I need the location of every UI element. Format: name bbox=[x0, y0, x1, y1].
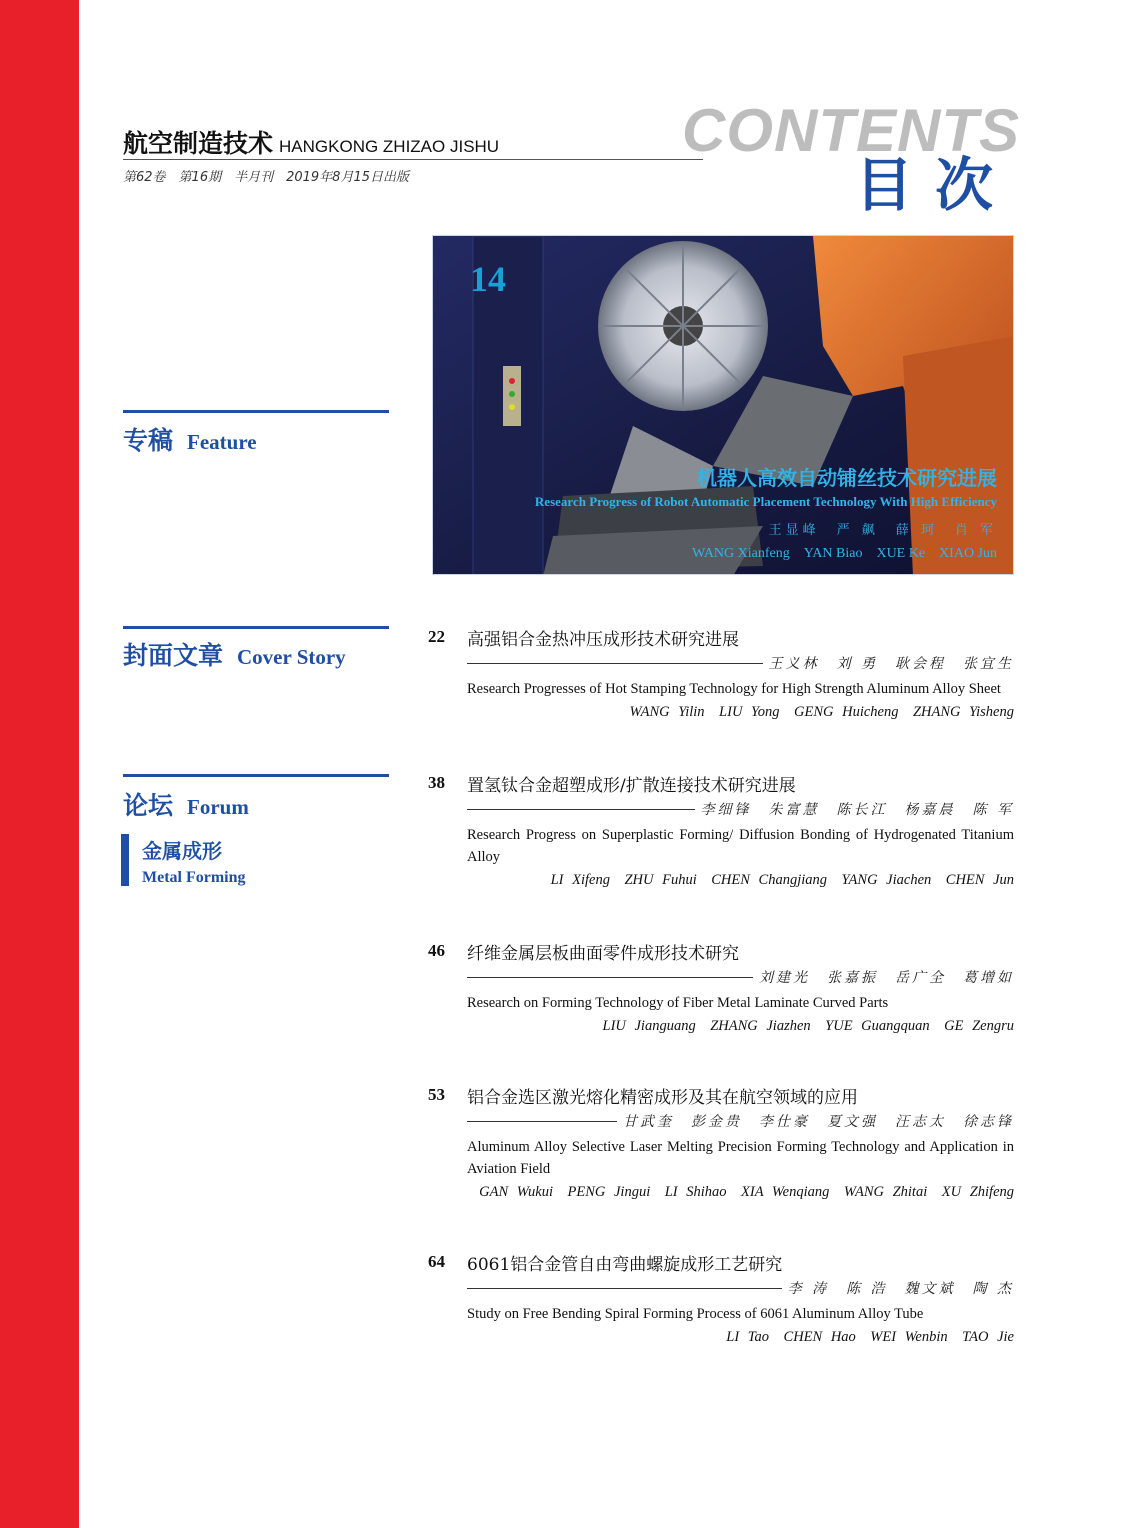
issue-info: 第62卷 第16期 半月刊 2019年8月15日出版 bbox=[123, 170, 409, 185]
journal-title-cn: 航空制造技术 bbox=[123, 129, 274, 158]
cover-article-title-en: Research Progress of Robot Automatic Placement Technology With High Efficiency bbox=[534, 494, 997, 509]
subsection-metal-forming-en: Metal Forming bbox=[142, 869, 246, 886]
journal-title-pinyin: HANGKONG ZHIZAO JISHU bbox=[279, 137, 500, 156]
section-forum-cn: 论坛 bbox=[123, 791, 174, 820]
toc-entry-authors-en: LI Tao CHEN Hao WEI Wenbin TAO Jie bbox=[726, 1329, 1014, 1345]
toc-entry-authors-en: WANG Yilin LIU Yong GENG Huicheng ZHANG Yisheng bbox=[629, 704, 1014, 720]
toc-entry-authors-en: LI Xifeng ZHU Fuhui CHEN Changjiang YANG Jiachen CHEN Jun bbox=[550, 872, 1014, 888]
section-rule-feature bbox=[123, 410, 389, 413]
toc-entry-title-cn[interactable]: 6061铝合金管自由弯曲螺旋成形工艺研究 bbox=[467, 1255, 783, 1275]
cover-article-page-number: 14 bbox=[470, 259, 506, 299]
toc-entry-page: 46 bbox=[428, 941, 445, 960]
toc-entry-page: 38 bbox=[428, 773, 445, 792]
toc-entry-authors-row bbox=[467, 967, 1014, 987]
section-cover-story-cn: 封面文章 bbox=[123, 641, 224, 670]
subsection-metal-forming-cn: 金属成形 bbox=[142, 839, 222, 863]
toc-entry-title-en: Study on Free Bending Spiral Forming Process of 6061 Aluminum Alloy Tube bbox=[467, 1306, 924, 1322]
section-feature-en: Feature bbox=[187, 430, 257, 454]
toc-entry-title-en: Research on Forming Technology of Fiber Metal Laminate Curved Parts bbox=[467, 995, 889, 1011]
author-leader-line bbox=[467, 663, 763, 664]
toc-entry-title-en: Research Progresses of Hot Stamping Technology for High Strength Aluminum Alloy Sheet bbox=[467, 681, 1001, 697]
toc-entry-authors-row bbox=[467, 799, 1014, 819]
toc-entry-title-cn[interactable]: 纤维金属层板曲面零件成形技术研究 bbox=[467, 944, 739, 964]
toc-entry-page: 64 bbox=[428, 1252, 445, 1271]
toc-entry-authors-cn: 李细锋 朱富慧 陈长江 杨嘉晨 陈 军 bbox=[700, 802, 1014, 818]
contents-heading-cn: 目次 bbox=[855, 151, 1016, 219]
cover-article-authors-en: WANG Xianfeng YAN Biao XUE Ke XIAO Jun bbox=[692, 546, 997, 561]
toc-entry-authors-row bbox=[467, 1111, 1014, 1131]
section-rule-cover-story bbox=[123, 626, 389, 629]
red-sidebar-bar bbox=[0, 0, 79, 1528]
author-leader-line bbox=[467, 809, 695, 810]
toc-entry-authors-cn: 刘建光 张嘉振 岳广全 葛增如 bbox=[759, 970, 1014, 986]
toc-entry-title-cn[interactable]: 铝合金选区激光熔化精密成形及其在航空领域的应用 bbox=[467, 1088, 858, 1108]
section-rule-forum bbox=[123, 774, 389, 777]
journal-title bbox=[123, 124, 499, 160]
toc-entry-authors-cn: 甘武奎 彭金贵 李仕豪 夏文强 汪志太 徐志锋 bbox=[623, 1114, 1014, 1130]
contents-heading-en: CONTENTS bbox=[682, 97, 1020, 164]
toc-entry-title-en: Aluminum Alloy Selective Laser Melting Precision Forming Technology and Application in Aviation Field bbox=[467, 1139, 1014, 1177]
toc-entry-title-en: Research Progress on Superplastic Forming/ Diffusion Bonding of Hydrogenated Titanium Alloy bbox=[467, 827, 1014, 865]
section-forum-en: Forum bbox=[187, 795, 249, 819]
toc-entry-page: 22 bbox=[428, 627, 445, 646]
cover-article-authors-cn: 王显峰 严 飙 薛 珂 肖 军 bbox=[768, 523, 997, 538]
cover-article-image[interactable] bbox=[432, 235, 1014, 575]
section-cover-story bbox=[123, 636, 346, 672]
cover-article-title-cn: 机器人高效自动铺丝技术研究进展 bbox=[697, 466, 997, 490]
toc-entry-title-cn[interactable]: 高强铝合金热冲压成形技术研究进展 bbox=[467, 630, 739, 650]
toc-entry-title-cn[interactable]: 置氢钛合金超塑成形/扩散连接技术研究进展 bbox=[467, 776, 796, 796]
section-cover-story-en: Cover Story bbox=[237, 645, 346, 669]
section-feature bbox=[123, 421, 257, 457]
toc-entry-authors-row bbox=[467, 1278, 1014, 1298]
toc-entry-authors-en: GAN Wukui PENG Jingui LI Shihao XIA Wenqiang WANG Zhitai XU Zhifeng bbox=[479, 1184, 1014, 1200]
author-leader-line bbox=[467, 977, 753, 978]
section-feature-cn: 专稿 bbox=[123, 426, 174, 455]
toc-entry-page: 53 bbox=[428, 1085, 445, 1104]
section-forum bbox=[123, 786, 249, 822]
author-leader-line bbox=[467, 1288, 782, 1289]
subsection-metal-forming bbox=[121, 834, 246, 886]
header-rule bbox=[123, 159, 703, 160]
toc-entry-authors-cn: 李 涛 陈 浩 魏文斌 陶 杰 bbox=[787, 1281, 1014, 1297]
author-leader-line bbox=[467, 1121, 617, 1122]
toc-entry-authors-en: LIU Jianguang ZHANG Jiazhen YUE Guangquan GE Zengru bbox=[602, 1018, 1014, 1034]
toc-entry-authors-cn: 王义林 刘 勇 耿会程 张宜生 bbox=[768, 656, 1014, 672]
toc-entry-authors-row bbox=[467, 653, 1014, 673]
